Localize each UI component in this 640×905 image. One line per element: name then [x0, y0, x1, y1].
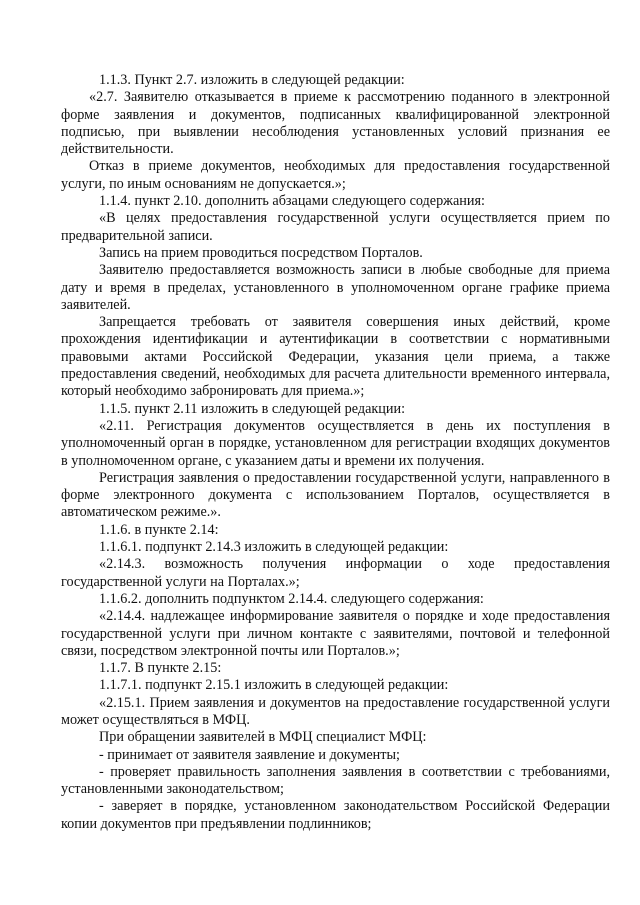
paragraph-mfc-specialist: При обращении заявителей в МФЦ специалист МФЦ:	[99, 729, 427, 746]
paragraph-2-15-1-quote: «2.15.1. Прием заявления и документов на предоставление государственной услуги может осуществляться в МФЦ.	[61, 694, 610, 728]
paragraph-2-14-3-quote: «2.14.3. возможность получения информации о ходе предоставления государственной услуги на Порталах.»;	[61, 556, 610, 590]
paragraph-1-1-5: 1.1.5. пункт 2.11 изложить в следующей редакции:	[99, 400, 406, 417]
paragraph-1-1-6-2: 1.1.6.2. дополнить подпунктом 2.14.4. следующего содержания:	[99, 590, 484, 607]
paragraph-1-1-7: 1.1.7. В пункте 2.15:	[99, 660, 222, 677]
paragraph-2-11-quote: «2.11. Регистрация документов осуществляется в день их поступления в уполномоченный орган в порядке, установленном для регистрации входящих документов в уполномоченном органе, с указанием даты и времени их получения.	[61, 417, 610, 469]
paragraph-booking-portals: Запись на прием проводиться посредством Порталов.	[99, 244, 423, 261]
paragraph-prohibition: Запрещается требовать от заявителя совершения иных действий, кроме прохождения идентификации и аутентификации в соответствии с нормативными правовыми актами Российской Федерации, указания цели приема, а также предоставления сведений, необходимых для расчета длительности временного интервала, который необходимо забронировать для приема.»;	[61, 314, 610, 400]
paragraph-2-7-quote: «2.7. Заявителю отказывается в приеме к рассмотрению поданного в электронной форме заявления и документов, подписанных квалифицированной электронной подписью, при выявлении несоблюдения установленных условий признания ее действительности.	[61, 89, 610, 158]
document-body	[61, 72, 610, 833]
paragraph-refusal-note: Отказ в приеме документов, необходимых для предоставления государственной услуги, по иным основаниям не допускается.»;	[61, 158, 610, 192]
paragraph-booking-slots: Заявителю предоставляется возможность записи в любые свободные для приема дату и время в пределах, установленного в уполномоченном органе графике приема заявителей.	[61, 262, 610, 313]
list-item-checks: - проверяет правильность заполнения заявления в соответствии с требованиями, установленными законодательством;	[61, 763, 610, 798]
paragraph-appointment: «В целях предоставления государственной услуги осуществляется прием по предварительной записи.	[61, 210, 610, 244]
paragraph-1-1-4: 1.1.4. пункт 2.10. дополнить абзацами следующего содержания:	[99, 193, 485, 210]
list-item-accepts: - принимает от заявителя заявление и документы;	[99, 746, 400, 763]
paragraph-1-1-6-1: 1.1.6.1. подпункт 2.14.3 изложить в следующей редакции:	[99, 539, 449, 556]
paragraph-1-1-3: 1.1.3. Пункт 2.7. изложить в следующей редакции:	[99, 72, 405, 88]
list-item-certifies: - заверяет в порядке, установленном законодательством Российской Федерации копии документов при предъявлении подлинников;	[61, 798, 610, 832]
paragraph-1-1-7-1: 1.1.7.1. подпункт 2.15.1 изложить в следующей редакции:	[99, 677, 449, 694]
paragraph-auto-registration: Регистрация заявления о предоставлении государственной услуги, направленного в форме электронного документа с использованием Порталов, осуществляется в автоматическом режиме.».	[61, 469, 610, 521]
paragraph-2-14-4-quote: «2.14.4. надлежащее информирование заявителя о порядке и ходе предоставления государственной услуги при личном контакте с заявителями, почтовой и телефонной связи, посредством электронной почты или Порталов.»;	[61, 608, 610, 659]
paragraph-1-1-6: 1.1.6. в пункте 2.14:	[99, 521, 219, 538]
